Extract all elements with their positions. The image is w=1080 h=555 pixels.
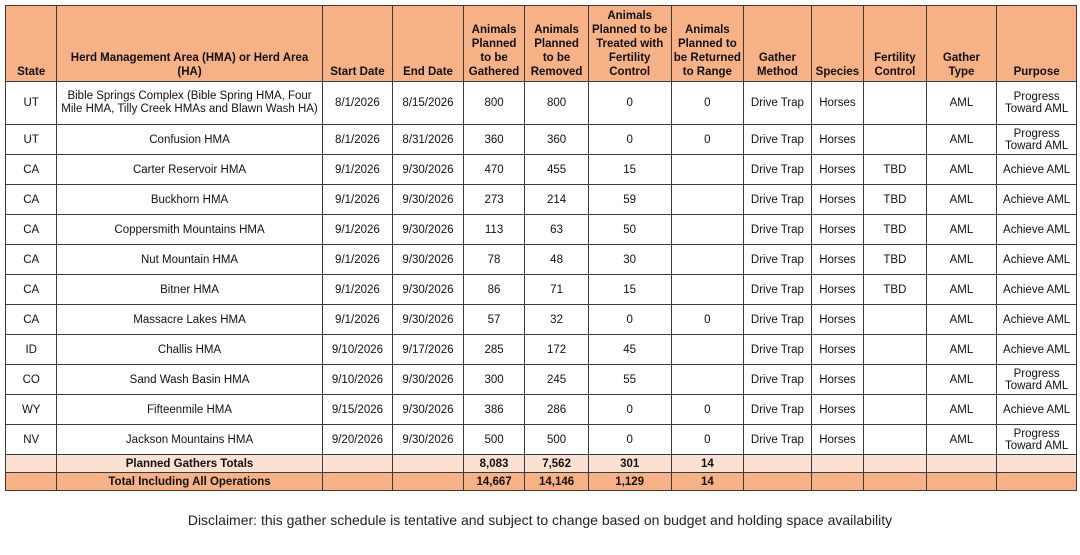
disclaimer-text: Disclaimer: this gather schedule is tentative and subject to change based on budget and holding space availability	[187, 512, 893, 528]
all-operations-returned: 14	[671, 473, 744, 491]
cell-removed: 63	[525, 215, 589, 245]
cell-treated: 50	[588, 215, 671, 245]
cell-start-date: 9/1/2026	[322, 305, 393, 335]
cell-species: Horses	[811, 82, 863, 125]
cell-state: ID	[6, 335, 57, 365]
cell-fertility-control: TBD	[864, 245, 927, 275]
cell-start-date: 9/10/2026	[322, 335, 393, 365]
cell-gathered: 113	[463, 215, 525, 245]
cell-hma: Jackson Mountains HMA	[57, 425, 322, 455]
cell-hma: Confusion HMA	[57, 125, 322, 155]
cell-start-date: 9/10/2026	[322, 365, 393, 395]
cell-end-date: 9/30/2026	[393, 215, 464, 245]
cell-gathered: 470	[463, 155, 525, 185]
cell-purpose: Achieve AML	[997, 335, 1077, 365]
cell-species: Horses	[811, 395, 863, 425]
cell-removed: 360	[525, 125, 589, 155]
cell-returned: 0	[671, 425, 744, 455]
header-hma: Herd Management Area (HMA) or Herd Area (HA)	[57, 6, 322, 82]
header-gather-method: Gather Method	[744, 6, 812, 82]
cell-gather-method: Drive Trap	[744, 305, 812, 335]
cell-hma: Challis HMA	[57, 335, 322, 365]
cell-state: CO	[6, 365, 57, 395]
cell-species: Horses	[811, 305, 863, 335]
cell-gather-method: Drive Trap	[744, 245, 812, 275]
cell-fertility-control: TBD	[864, 275, 927, 305]
cell-removed: 48	[525, 245, 589, 275]
cell-gather-type: AML	[926, 215, 997, 245]
cell-returned: 0	[671, 305, 744, 335]
cell-gather-method: Drive Trap	[744, 125, 812, 155]
table-row	[6, 125, 1077, 155]
cell-treated: 15	[588, 275, 671, 305]
cell-returned	[671, 215, 744, 245]
cell-returned	[671, 245, 744, 275]
cell-gather-method: Drive Trap	[744, 275, 812, 305]
cell-hma: Sand Wash Basin HMA	[57, 365, 322, 395]
header-treated: Animals Planned to be Treated with Fertility Control	[588, 6, 671, 82]
header-purpose: Purpose	[997, 6, 1077, 82]
cell-gathered: 86	[463, 275, 525, 305]
cell-removed: 172	[525, 335, 589, 365]
cell-end-date: 9/17/2026	[393, 335, 464, 365]
cell-gathered: 500	[463, 425, 525, 455]
cell-end-date: 9/30/2026	[393, 425, 464, 455]
planned-totals-row	[6, 455, 1077, 473]
cell-fertility-control	[864, 365, 927, 395]
cell-start-date: 8/1/2026	[322, 125, 393, 155]
cell-treated: 0	[588, 305, 671, 335]
cell-state: NV	[6, 425, 57, 455]
cell-state: UT	[6, 82, 57, 125]
cell-removed: 500	[525, 425, 589, 455]
cell-hma: Fifteenmile HMA	[57, 395, 322, 425]
table-row	[6, 395, 1077, 425]
cell-end-date: 9/30/2026	[393, 365, 464, 395]
cell-hma: Massacre Lakes HMA	[57, 305, 322, 335]
cell-species: Horses	[811, 125, 863, 155]
cell-removed: 800	[525, 82, 589, 125]
cell-hma: Bible Springs Complex (Bible Spring HMA, Four Mile HMA, Tilly Creek HMAs and Blawn Wash HA)	[57, 82, 322, 125]
cell-state: CA	[6, 245, 57, 275]
cell-treated: 55	[588, 365, 671, 395]
cell-start-date: 9/1/2026	[322, 275, 393, 305]
planned-totals-treated: 301	[588, 455, 671, 473]
cell-gathered: 300	[463, 365, 525, 395]
cell-start-date: 8/1/2026	[322, 82, 393, 125]
table-row	[6, 305, 1077, 335]
cell-hma: Bitner HMA	[57, 275, 322, 305]
cell-removed: 71	[525, 275, 589, 305]
cell-gather-type: AML	[926, 425, 997, 455]
cell-species: Horses	[811, 425, 863, 455]
cell-species: Horses	[811, 365, 863, 395]
header-end-date: End Date	[393, 6, 464, 82]
header-state: State	[6, 6, 57, 82]
cell-purpose: Progress Toward AML	[997, 82, 1077, 125]
gather-schedule-table	[5, 5, 1077, 491]
cell-gathered: 78	[463, 245, 525, 275]
cell-fertility-control	[864, 125, 927, 155]
header-gathered: Animals Planned to be Gathered	[463, 6, 525, 82]
header-removed: Animals Planned to be Removed	[525, 6, 589, 82]
header-fertility-control: Fertility Control	[864, 6, 927, 82]
cell-treated: 15	[588, 155, 671, 185]
cell-returned	[671, 185, 744, 215]
cell-end-date: 9/30/2026	[393, 395, 464, 425]
cell-gather-method: Drive Trap	[744, 365, 812, 395]
cell-fertility-control	[864, 305, 927, 335]
cell-gathered: 360	[463, 125, 525, 155]
all-operations-gathered: 14,667	[463, 473, 525, 491]
cell-gather-type: AML	[926, 82, 997, 125]
header-returned: Animals Planned to be Returned to Range	[671, 6, 744, 82]
cell-treated: 30	[588, 245, 671, 275]
cell-gather-type: AML	[926, 305, 997, 335]
table-row	[6, 335, 1077, 365]
cell-gather-method: Drive Trap	[744, 215, 812, 245]
cell-gather-method: Drive Trap	[744, 395, 812, 425]
cell-species: Horses	[811, 215, 863, 245]
cell-start-date: 9/15/2026	[322, 395, 393, 425]
cell-gathered: 386	[463, 395, 525, 425]
planned-totals-label: Planned Gathers Totals	[57, 455, 322, 473]
cell-fertility-control	[864, 395, 927, 425]
cell-returned	[671, 365, 744, 395]
cell-treated: 0	[588, 395, 671, 425]
cell-state: CA	[6, 305, 57, 335]
cell-gather-type: AML	[926, 275, 997, 305]
table-row	[6, 425, 1077, 455]
cell-fertility-control: TBD	[864, 185, 927, 215]
cell-removed: 245	[525, 365, 589, 395]
cell-purpose: Achieve AML	[997, 185, 1077, 215]
cell-gather-method: Drive Trap	[744, 82, 812, 125]
cell-species: Horses	[811, 155, 863, 185]
header-start-date: Start Date	[322, 6, 393, 82]
cell-treated: 59	[588, 185, 671, 215]
cell-gather-type: AML	[926, 185, 997, 215]
cell-start-date: 9/1/2026	[322, 155, 393, 185]
table-row	[6, 155, 1077, 185]
cell-gathered: 285	[463, 335, 525, 365]
header-species: Species	[811, 6, 863, 82]
cell-fertility-control: TBD	[864, 155, 927, 185]
cell-end-date: 9/30/2026	[393, 245, 464, 275]
cell-end-date: 8/15/2026	[393, 82, 464, 125]
planned-totals-gathered: 8,083	[463, 455, 525, 473]
cell-removed: 455	[525, 155, 589, 185]
header-row	[6, 6, 1077, 82]
cell-returned: 0	[671, 395, 744, 425]
cell-state: CA	[6, 155, 57, 185]
cell-species: Horses	[811, 335, 863, 365]
cell-purpose: Progress Toward AML	[997, 425, 1077, 455]
cell-purpose: Achieve AML	[997, 245, 1077, 275]
cell-gathered: 800	[463, 82, 525, 125]
cell-gather-type: AML	[926, 245, 997, 275]
cell-purpose: Achieve AML	[997, 395, 1077, 425]
cell-purpose: Achieve AML	[997, 155, 1077, 185]
cell-start-date: 9/20/2026	[322, 425, 393, 455]
cell-state: CA	[6, 185, 57, 215]
cell-end-date: 9/30/2026	[393, 185, 464, 215]
cell-removed: 286	[525, 395, 589, 425]
cell-gathered: 57	[463, 305, 525, 335]
cell-purpose: Progress Toward AML	[997, 365, 1077, 395]
table-row	[6, 245, 1077, 275]
cell-purpose: Achieve AML	[997, 215, 1077, 245]
cell-start-date: 9/1/2026	[322, 215, 393, 245]
cell-gather-method: Drive Trap	[744, 155, 812, 185]
cell-gather-type: AML	[926, 155, 997, 185]
cell-species: Horses	[811, 245, 863, 275]
cell-state: UT	[6, 125, 57, 155]
cell-gathered: 273	[463, 185, 525, 215]
cell-end-date: 9/30/2026	[393, 155, 464, 185]
cell-start-date: 9/1/2026	[322, 185, 393, 215]
cell-purpose: Achieve AML	[997, 275, 1077, 305]
table-row	[6, 82, 1077, 125]
cell-end-date: 8/31/2026	[393, 125, 464, 155]
all-operations-removed: 14,146	[525, 473, 589, 491]
cell-treated: 45	[588, 335, 671, 365]
cell-treated: 0	[588, 82, 671, 125]
cell-gather-type: AML	[926, 395, 997, 425]
cell-returned: 0	[671, 125, 744, 155]
cell-treated: 0	[588, 125, 671, 155]
cell-removed: 214	[525, 185, 589, 215]
all-operations-totals-row	[6, 473, 1077, 491]
cell-returned	[671, 335, 744, 365]
table-row	[6, 275, 1077, 305]
cell-treated: 0	[588, 425, 671, 455]
cell-start-date: 9/1/2026	[322, 245, 393, 275]
cell-fertility-control: TBD	[864, 215, 927, 245]
cell-fertility-control	[864, 335, 927, 365]
cell-end-date: 9/30/2026	[393, 275, 464, 305]
all-operations-label: Total Including All Operations	[57, 473, 322, 491]
cell-species: Horses	[811, 275, 863, 305]
cell-gather-method: Drive Trap	[744, 335, 812, 365]
cell-purpose: Progress Toward AML	[997, 125, 1077, 155]
cell-gather-type: AML	[926, 365, 997, 395]
planned-totals-removed: 7,562	[525, 455, 589, 473]
cell-hma: Buckhorn HMA	[57, 185, 322, 215]
cell-species: Horses	[811, 185, 863, 215]
table-row	[6, 185, 1077, 215]
cell-end-date: 9/30/2026	[393, 305, 464, 335]
cell-state: CA	[6, 215, 57, 245]
cell-gather-type: AML	[926, 125, 997, 155]
cell-returned	[671, 275, 744, 305]
cell-purpose: Achieve AML	[997, 305, 1077, 335]
cell-returned: 0	[671, 82, 744, 125]
cell-hma: Carter Reservoir HMA	[57, 155, 322, 185]
cell-hma: Coppersmith Mountains HMA	[57, 215, 322, 245]
cell-hma: Nut Mountain HMA	[57, 245, 322, 275]
cell-state: CA	[6, 275, 57, 305]
cell-fertility-control	[864, 82, 927, 125]
cell-state: WY	[6, 395, 57, 425]
header-gather-type: Gather Type	[926, 6, 997, 82]
cell-returned	[671, 155, 744, 185]
table-row	[6, 215, 1077, 245]
planned-totals-returned: 14	[671, 455, 744, 473]
cell-fertility-control	[864, 425, 927, 455]
table-row	[6, 365, 1077, 395]
cell-gather-method: Drive Trap	[744, 425, 812, 455]
cell-gather-method: Drive Trap	[744, 185, 812, 215]
cell-removed: 32	[525, 305, 589, 335]
all-operations-treated: 1,129	[588, 473, 671, 491]
cell-gather-type: AML	[926, 335, 997, 365]
